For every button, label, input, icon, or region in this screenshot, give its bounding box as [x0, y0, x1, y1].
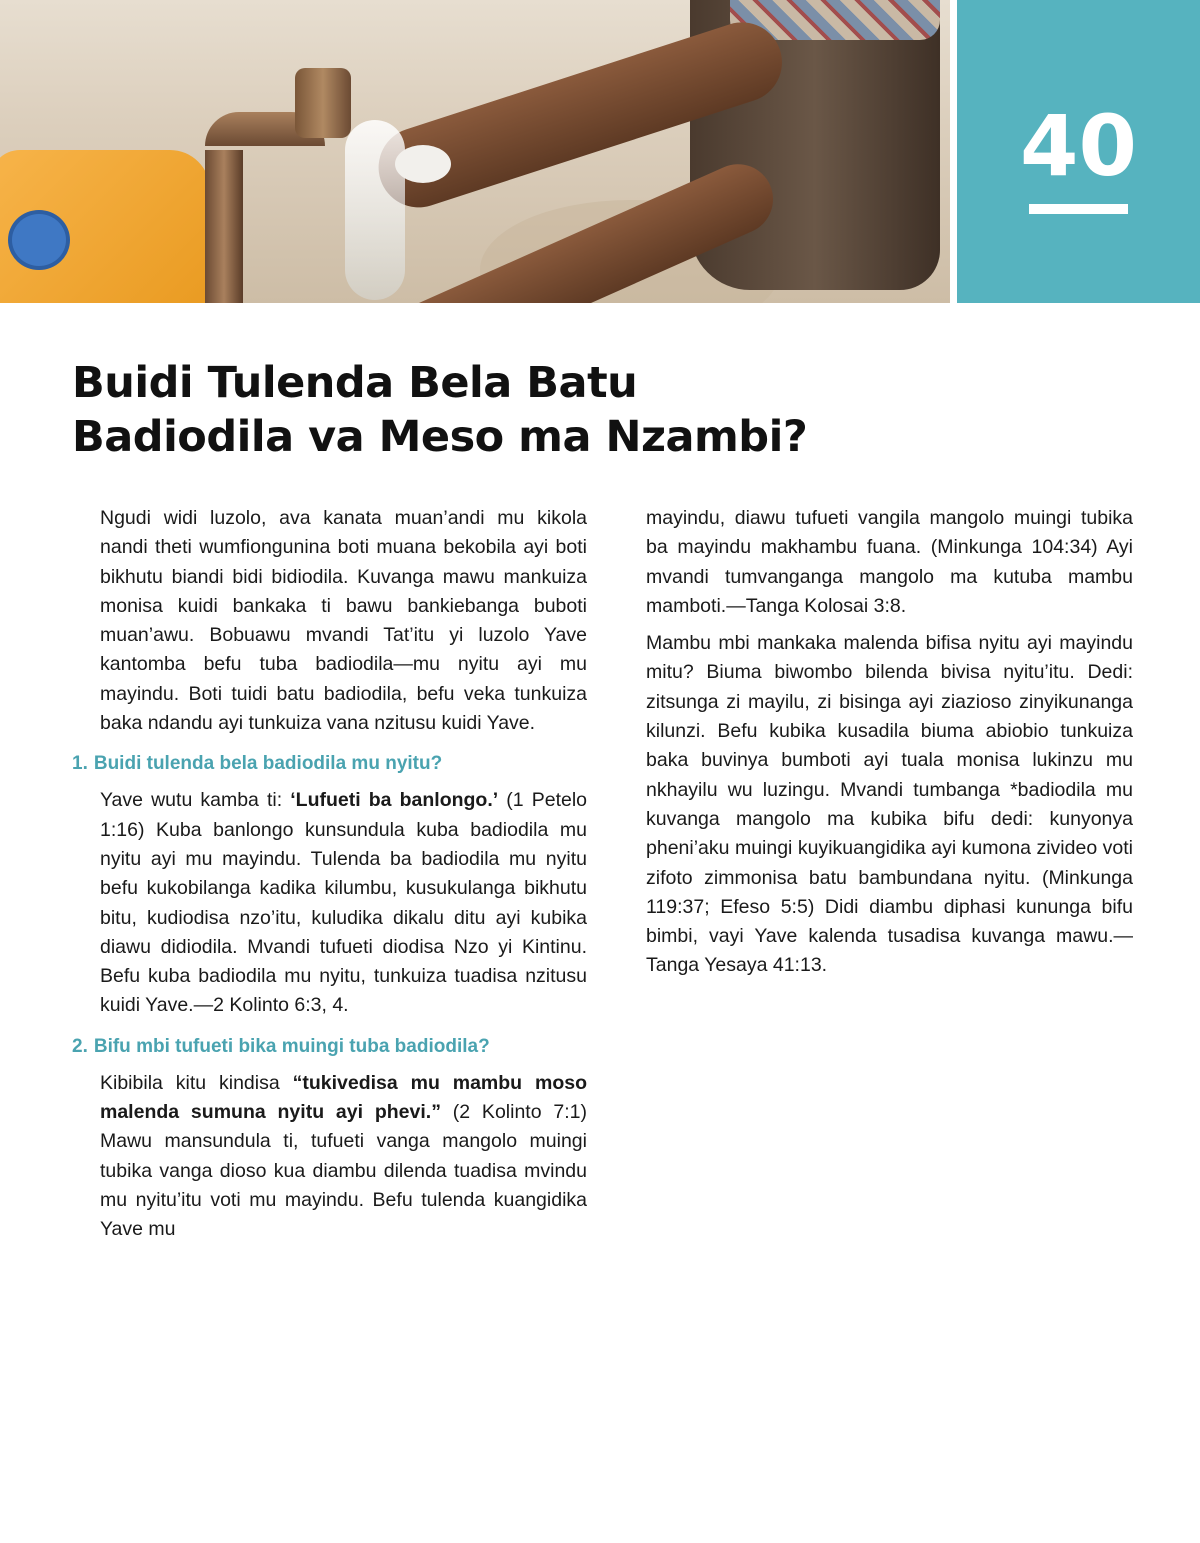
intro-paragraph: Ngudi widi luzolo, ava kanata muan’andi mu kikola nandi theti wumfiongunina boti muana bekobila ayi boti bikhutu biandi bidi bidiodila. Kuvanga mawu mankuiza monisa kuidi bankaka ti bawu bankiebanga buboti muan’awu. Bobuawu mvandi Tat’itu yi luzolo Yave kantomba befu tuba badiodila—mu nyitu ayi mu mayindu. Boti tuidi batu badiodila, befu veka tunkuiza baka ndandu ayi tunkuiza vana nzitusu kuidi Yave. [100, 507, 587, 735]
question-1-text: Buidi tulenda bela badiodila mu nyitu? [93, 753, 443, 775]
answer-2-lead: Kibibila kitu kindisa [100, 1071, 293, 1094]
title-line-1: Buidi Tulenda Bela Batu [72, 358, 638, 408]
jerrycan-cap [8, 210, 70, 270]
closing-paragraph: Mambu mbi mankaka malenda bifisa nyitu ayi mayindu mitu? Biuma biwombo bilenda bivisa nyitu’itu. Dedi: zitsunga zi mayilu, zi bisinga ayi ziazioso zinyikunanga kilunzi. Befu kubika kusadila biuma abiobio tunkuiza baka buvinya bumboti ayi tuala monisa lukinzu mu nkhayilu wu luzingu. Mvandi tumbanga *badiodila mu kuvanga mangolo ma kubika bifu dedi: kunyonya pheni’aku muingi kuyikuangidika ayi kumona zivideo voti zifoto zimmonisa batu bambundana nyitu. (Minkunga 119:37; Efeso 5:5) Didi diambu diphasi kununga bifu bimbi, vayi Yave kalenda tusadisa kuvanga mawu.—Tanga Yesaya 41:13. [646, 632, 1133, 977]
answer-1-quote: ‘Lufueti ba banlongo.’ [290, 789, 499, 812]
answer-2-quote: “tukivedisa mu mambu moso malenda sumuna nyitu ayi phevi.” [100, 1071, 587, 1124]
question-1 [72, 750, 587, 778]
answer-2-body: (2 Kolinto 7:1) Mawu mansundula ti, tufueti vanga mangolo muingi tubika vanga dioso kua diambu dilenda tuadisa mvindu mu nyitu’itu voti mu mayindu. Befu tulenda kuangidika Yave mu [100, 1101, 587, 1241]
answer-2-paragraph [72, 1069, 587, 1245]
answer-1-lead: Yave wutu kamba ti: [100, 789, 291, 812]
question-1-number: 1. [72, 753, 88, 775]
question-2-text: Bifu mbi tufueti bika muingi tuba badiodila? [93, 1035, 490, 1057]
question-2-number: 2. [72, 1035, 88, 1057]
question-2 [72, 1033, 587, 1061]
answer-1-paragraph [72, 786, 587, 1020]
water-pipe [205, 150, 243, 303]
right-column [646, 504, 1133, 981]
page-title [72, 356, 972, 464]
water-stream [345, 120, 405, 300]
answer-1-body: (1 Petelo 1:16) Kuba banlongo kunsundula kuba badiodila mu nyitu ayi mu mayindu. Tulenda ba badiodila mu nyitu befu kukobilanga kadika kilumbu, kusukulanga bikhutu bitu, kudiodisa nzo’itu, kuludika dikalu ditu ayi kubika diawu didiodila. Mvandi tufueti diodisa Nzo yi Kintinu. Befu kuba badiodila mu nyitu, tunkuiza tuadisa nzitusu kuidi Yave.—2 Kolinto 6:3, 4. [100, 789, 588, 1017]
continuation-paragraph: mayindu, diawu tufueti vangila mangolo muingi tubika ba mayindu makhambu fuana. (Minkunga 104:34) Ayi mvandi tumvanganga mangolo ma kutuba mambu mamboti.—Tanga Kolosai 3:8. [646, 507, 1133, 617]
lesson-number: 40 [1020, 97, 1137, 195]
left-column [72, 504, 587, 1245]
hero-photo [0, 0, 950, 303]
soap-bar [395, 145, 451, 183]
title-line-2: Badiodila va Meso ma Nzambi? [72, 412, 808, 462]
lesson-badge [957, 0, 1200, 303]
water-tap [295, 68, 351, 138]
badge-underline [1029, 204, 1128, 214]
